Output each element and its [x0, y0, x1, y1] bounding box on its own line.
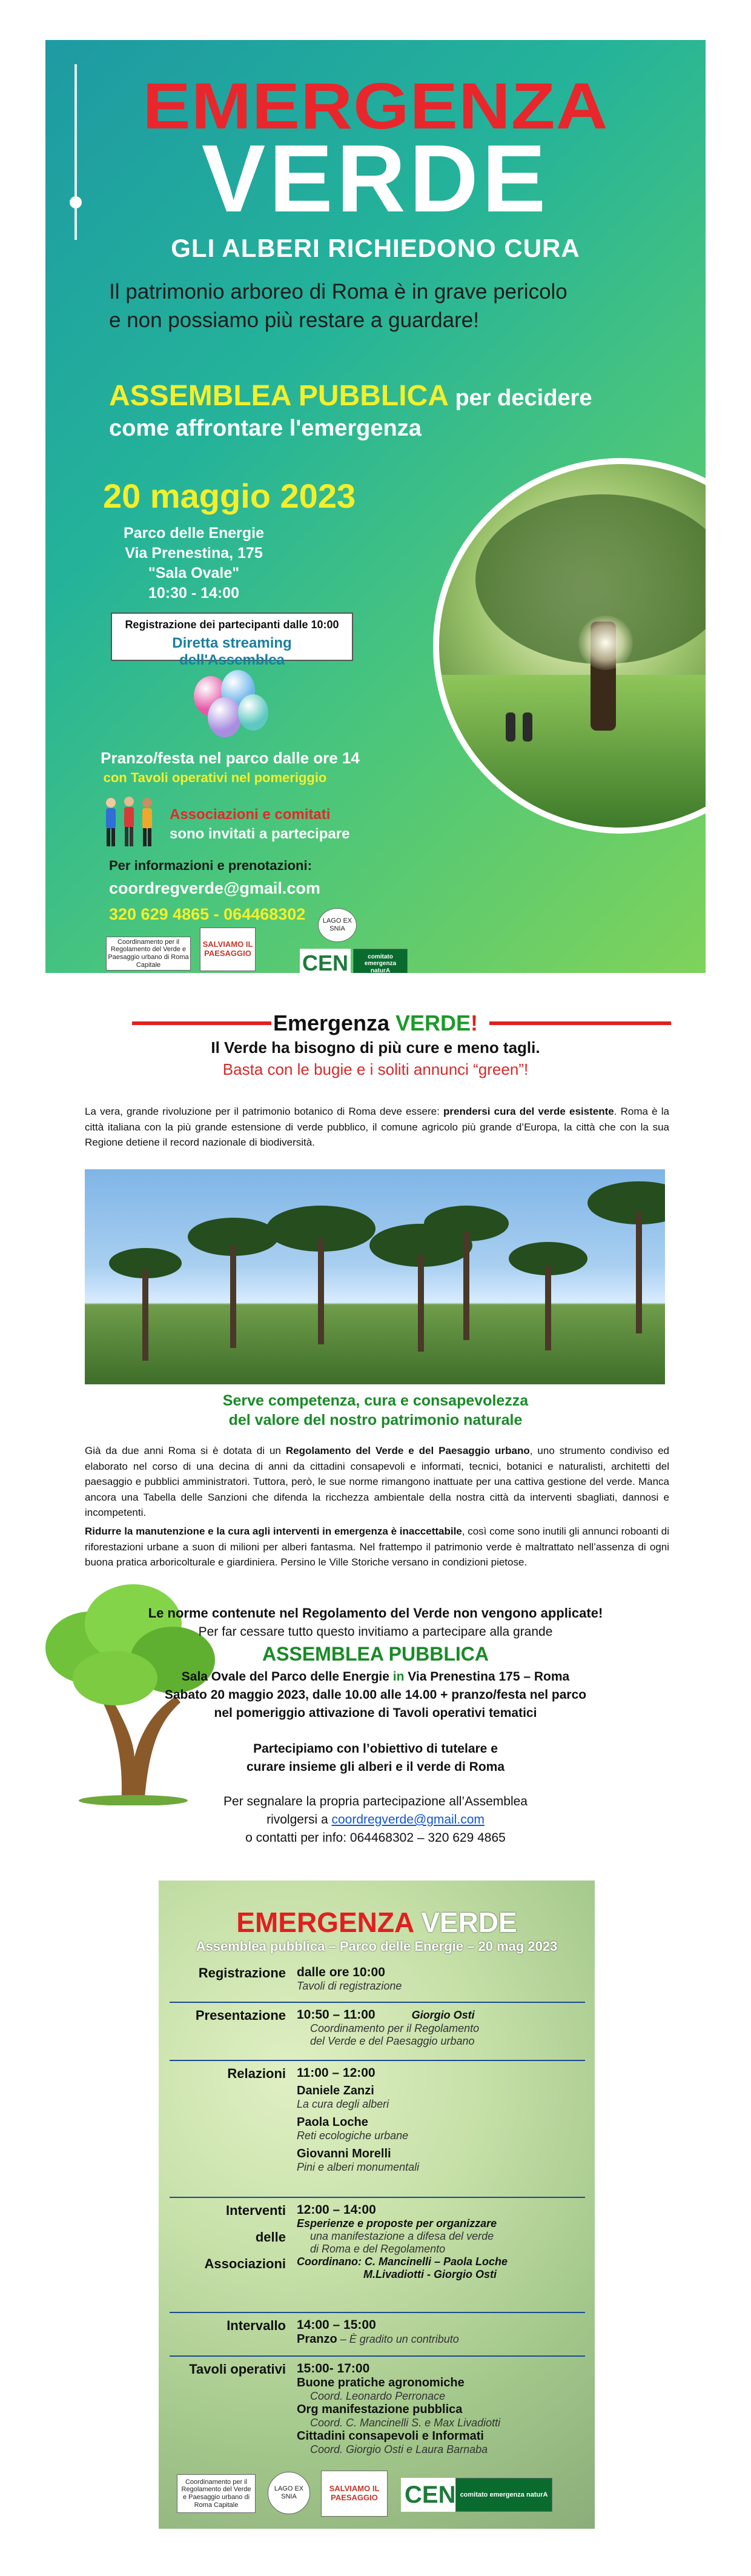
program-title-verde: VERDE [413, 1907, 517, 1938]
tree-photo-circle [433, 458, 706, 834]
row-label-line: Interventi [225, 2203, 286, 2218]
salviamo-logo-line1: SALVIAMO IL [202, 940, 253, 949]
cta-contact [0, 1813, 751, 1827]
registration-box [111, 612, 353, 668]
comitato-logo-text: comitato emergenza naturA [460, 2491, 548, 2498]
park-photo [85, 1169, 665, 1384]
poster-assembly-label: ASSEMBLEA PUBBLICA [109, 380, 449, 412]
row-divider [170, 2197, 585, 2198]
email-link[interactable]: coordregverde@gmail.com [331, 1813, 485, 1827]
p3-bold: Ridurre la manutenzione e la cura agli interventi in emergenza è inaccettabile [85, 1525, 462, 1537]
row-divider [170, 2002, 585, 2003]
comitato-emergenza-logo [455, 2478, 552, 2512]
comitato-logo-text: comitato emergenza naturA [364, 953, 397, 973]
row-desc: Coordinamento per il Regolamento [310, 2022, 480, 2034]
row-time: 10:50 – 11:00 [297, 2008, 375, 2022]
cta-goal-1: Partecipiamo con l’obiettivo di tutelare e [253, 1742, 498, 1756]
poster-place-name: Parco delle Energie [123, 525, 265, 542]
row-desc: Coord. C. Mancinelli S. e Max Livadiotti [310, 2417, 501, 2429]
balloon-icon [208, 697, 242, 737]
row-label: Tavoli operativi [189, 2362, 286, 2377]
cta-location-in: in [392, 1670, 405, 1684]
lago-ex-snia-logo [318, 908, 357, 942]
people-icon [99, 794, 159, 849]
row-desc: Coord. Giorgio Osti e Laura Barnaba [310, 2443, 488, 2455]
cta-date: Sabato 20 maggio 2023, dalle 10.00 alle 14.00 + pranzo/festa nel parco [164, 1688, 587, 1702]
row-desc: di Roma e del Regolamento [310, 2243, 446, 2255]
tree-photo-grass [439, 675, 706, 828]
row-desc: Esperienze e proposte per organizzare [297, 2217, 497, 2229]
comitato-emergenza-logo [353, 949, 408, 973]
lago-ex-snia-logo [268, 2472, 310, 2514]
poster-lunch: Pranzo/festa nel parco dalle ore 14 [101, 749, 360, 767]
row-time: 11:00 – 12:00 [297, 2066, 375, 2080]
poster-place-hours: 10:30 - 14:00 [148, 585, 240, 602]
coordinamento-logo [106, 937, 191, 971]
article-title-verde: VERDE [395, 1011, 471, 1035]
row-divider [170, 2355, 585, 2357]
row-label: Presentazione [195, 2008, 286, 2023]
poster-tables: con Tavoli operativi nel pomeriggio [103, 770, 327, 785]
poster-title-emergenza: EMERGENZA [142, 69, 609, 142]
salviamo-logo-line2: PAESAGGIO [204, 949, 251, 958]
program-title [159, 1906, 595, 1939]
pine-tree-trunk [418, 1255, 424, 1352]
coordinamento-logo-text: Coordinamento per il Regolamento del Verde e Paesaggio urbano di Roma Capitale [108, 938, 189, 969]
row-divider [170, 2312, 585, 2313]
row-label-line: Associazioni [204, 2256, 286, 2271]
row-table: Cittadini consapevoli e Informati [297, 2429, 484, 2443]
poster-associations: Associazioni e comitati [170, 806, 331, 823]
p2-bold: Regolamento del Verde e del Paesaggio urbano [285, 1445, 530, 1456]
p2-text: Già da due anni Roma si è dotata di un [85, 1445, 286, 1456]
article-title-bang: ! [471, 1011, 478, 1035]
row-desc: La cura degli alberi [297, 2098, 389, 2110]
p2-text-end: , uno strumento condiviso ed elaborato nel corso di una decina di anni da cittadini consapevoli e informati, tecnici, botanici e naturalisti, architetti del paesaggio e pubblici amministratori. Tuttora, però, le sue norme rimangono inattuate per una cattiva gestione del verde. Manca ancora una Tabella delle Sanzioni che difenda la ricchezza ambientale della nostra città da interventi sbagliati, dannosi e incompetenti. [85, 1445, 669, 1518]
row-time: 15:00- 17:00 [297, 2362, 370, 2375]
row-time: 14:00 – 15:00 [297, 2318, 376, 2332]
poster-lead-line1: Il patrimonio arboreo di Roma è in grave pericolo [109, 280, 567, 304]
row-content [297, 2066, 581, 2174]
article-paragraph-2 [85, 1443, 669, 1521]
p1-text-end: . Roma è la città italiana con la più grande estensione di verde pubblico, il comune agricolo più grande d’Europa, la città che con la sua Regione detiene il record nazionale di biodiversità. [85, 1106, 669, 1148]
row-coordinators: Coordinano: C. Mancinelli – Paola Loche [297, 2256, 508, 2268]
cta-phones: o contatti per info: 064468302 – 320 629 4865 [245, 1831, 506, 1845]
row-content [297, 2203, 581, 2281]
row-speaker: Giorgio Osti [411, 2009, 475, 2021]
poster-invited: sono invitati a partecipare [170, 826, 350, 842]
cta-location [0, 1670, 751, 1684]
poster-date: 20 maggio 2023 [103, 477, 356, 515]
pine-tree-trunk [463, 1231, 469, 1340]
row-speaker: Paola Loche [297, 2116, 368, 2129]
row-label [159, 2203, 286, 2272]
row-content [297, 2362, 581, 2456]
cta-tables: nel pomeriggio attivazione di Tavoli operativi tematici [214, 1706, 537, 1720]
row-lunch: Pranzo [297, 2332, 337, 2346]
program-title-emergenza: EMERGENZA [236, 1907, 414, 1938]
pine-tree-crown [587, 1181, 665, 1224]
row-time: 12:00 – 14:00 [297, 2203, 376, 2217]
salviamo-logo-line2: PAESAGGIO [331, 2493, 378, 2502]
article-heading-line1: Serve competenza, cura e consapevolezza [222, 1392, 529, 1409]
cta-assembly: ASSEMBLEA PUBBLICA [262, 1643, 489, 1665]
row-speaker: Daniele Zanzi [297, 2084, 374, 2097]
article-title-a: Emergenza [273, 1011, 396, 1035]
poster-lead [109, 277, 690, 335]
row-content [297, 1965, 581, 1993]
row-time: dalle ore 10:00 [297, 1965, 385, 1979]
article-title [0, 1011, 751, 1036]
cta-location-address: Via Prenestina 175 – Roma [404, 1670, 570, 1684]
pine-tree-trunk [142, 1270, 148, 1361]
pine-tree-trunk [318, 1238, 324, 1344]
row-divider [170, 2060, 585, 2061]
cen-logo: CEN [300, 949, 351, 973]
row-desc: una manifestazione a difesa del verde [310, 2230, 494, 2242]
cta-contact-text: rivolgersi a [266, 1813, 332, 1827]
row-desc: del Verde e del Paesaggio urbano [310, 2035, 475, 2047]
article-subtitle: Il Verde ha bisogno di più cure e meno tagli. [211, 1038, 540, 1057]
row-label: Registrazione [198, 1965, 286, 1980]
poster-assembly-line2: come affrontare l'emergenza [109, 416, 422, 441]
tree-photo-person [523, 712, 532, 742]
registration-text: Registrazione dei partecipanti dalle 10:00 [125, 619, 339, 631]
poster-subtitle: GLI ALBERI RICHIEDONO CURA [171, 234, 580, 262]
salviamo-paesaggio-logo [200, 928, 256, 971]
cta-goal-2: curare insieme gli alberi e il verde di Roma [246, 1760, 505, 1774]
row-desc: Coord. Leonardo Perronace [310, 2390, 446, 2402]
row-label: Relazioni [227, 2066, 286, 2081]
balloon-icon [238, 694, 268, 731]
row-desc: Pini e alberi monumentali [297, 2161, 420, 2173]
poster-info-label: Per informazioni e prenotazioni: [109, 858, 312, 873]
tree-photo-person [506, 712, 515, 742]
coordinamento-logo-text: Coordinamento per il Regolamento del Verde e Paesaggio urbano di Roma Capitale [181, 2478, 251, 2509]
poster-assembly-heading [109, 379, 592, 413]
p1-text: La vera, grande rivoluzione per il patrimonio botanico di Roma deve essere: [85, 1106, 443, 1117]
cta-warning: Le norme contenute nel Regolamento del Verde non vengono applicate! [148, 1605, 603, 1621]
program-subtitle: Assemblea pubblica – Parco delle Energie – 20 mag 2023 [196, 1939, 558, 1954]
article-paragraph-1 [85, 1104, 669, 1150]
poster-title-verde: VERDE [201, 125, 550, 232]
program-flyer [159, 1881, 595, 2529]
row-table: Org manifestazione pubblica [297, 2403, 463, 2416]
program-logos [159, 2468, 595, 2523]
article-subtitle-red: Basta con le bugie e i soliti annunci “green”! [222, 1060, 529, 1078]
row-desc: – È gradito un contributo [337, 2333, 459, 2345]
p1-bold: prendersi cura del verde esistente [443, 1106, 614, 1117]
coordinamento-logo [177, 2474, 256, 2513]
row-desc: Tavoli di registrazione [297, 1980, 402, 1992]
poster-place-room: "Sala Ovale" [148, 565, 240, 582]
article-heading-line2: del valore del nostro patrimonio naturale [228, 1412, 523, 1429]
pine-tree-trunk [636, 1212, 642, 1333]
row-speaker: Giovanni Morelli [297, 2147, 391, 2160]
event-poster [45, 40, 706, 973]
tree-photo-sun [578, 616, 633, 670]
row-content [297, 2008, 581, 2048]
article-paragraph-3 [85, 1524, 669, 1570]
lago-logo-text: LAGO EX SNIA [322, 917, 352, 932]
poster-assembly-rest: per decidere [448, 385, 592, 411]
cta-signup: Per segnalare la propria partecipazione all’Assemblea [223, 1794, 528, 1808]
cta-invite: Per far cessare tutto questo invitiamo a partecipare alla grande [198, 1625, 553, 1639]
cta-location-room: Sala Ovale del Parco delle Energie [181, 1670, 393, 1684]
pine-tree-trunk [545, 1266, 551, 1350]
lago-logo-text: LAGO EX SNIA [274, 2485, 304, 2500]
salviamo-paesaggio-logo [321, 2471, 388, 2517]
poster-phone: 320 629 4865 - 064468302 [109, 905, 306, 923]
row-content [297, 2318, 581, 2346]
row-label: Intervallo [227, 2318, 286, 2333]
row-coordinators: M.Livadiotti - Giorgio Osti [363, 2268, 497, 2280]
row-table: Buone pratiche agronomiche [297, 2376, 465, 2389]
salviamo-logo-line1: SALVIAMO IL [329, 2484, 380, 2494]
pine-tree-trunk [230, 1245, 236, 1348]
poster-lead-line2: e non possiamo più restare a guardare! [109, 308, 479, 333]
streaming-text: Diretta streaming dell'Assemblea [172, 635, 292, 668]
row-desc: Reti ecologiche urbane [297, 2130, 409, 2142]
row-label-line: delle [255, 2229, 286, 2245]
cen-logo: CEN [401, 2478, 459, 2512]
p3-text: , così come sono inutili gli annunci roboanti di riforestazioni urbane a suon di milioni per alberi fantasma. Nel frattempo il patrimonio verde è maltrattato nell’assenza di ogni buona pratica arboricolturale e giardiniera. Persino le Ville Storiche versano in condizioni pietose. [85, 1525, 669, 1568]
poster-email[interactable]: coordregverde@gmail.com [109, 879, 320, 897]
poster-place-address: Via Prenestina, 175 [125, 545, 263, 562]
